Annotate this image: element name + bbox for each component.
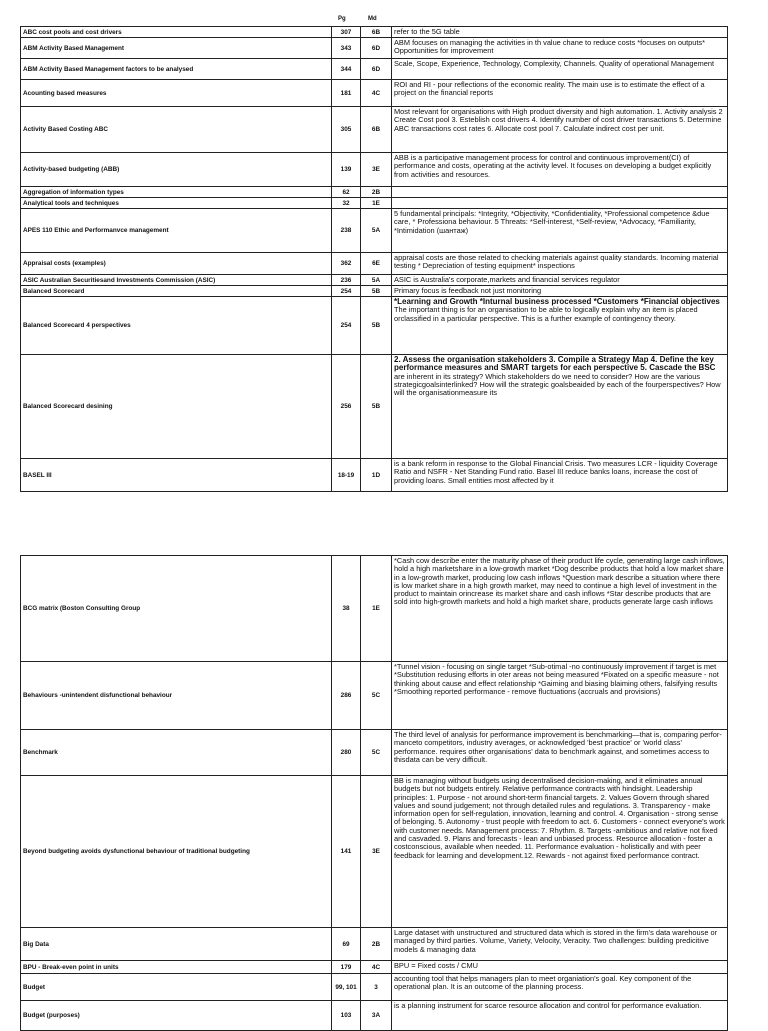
description-text: ASIC is Australia's corporate,markets and financial services regulator xyxy=(394,275,620,284)
module-cell: 5B xyxy=(361,297,392,355)
table-row xyxy=(21,1001,728,1031)
table-row xyxy=(21,297,728,355)
table-row xyxy=(21,928,728,961)
table-row xyxy=(21,153,728,187)
description-cell xyxy=(392,253,728,275)
term-cell: ABM Activity Based Management factors to be analysed xyxy=(21,59,332,80)
module-cell: 6D xyxy=(361,38,392,59)
term-cell: Activity-based budgeting (ABB) xyxy=(21,153,332,187)
module-cell: 6B xyxy=(361,27,392,38)
description-cell xyxy=(392,974,728,1001)
term-cell: Acounting based measures xyxy=(21,80,332,107)
term-cell: Budget (purposes) xyxy=(21,1001,332,1031)
module-cell: 5C xyxy=(361,662,392,730)
description-text: appraisal costs are those related to checking materials against quality standards. Incoming material testing * Depreciation of testing equipment* inspections xyxy=(394,253,719,271)
description-text: Primary focus is feedback not just monitoring xyxy=(394,286,542,295)
page-cell: 103 xyxy=(332,1001,361,1031)
module-cell: 2B xyxy=(361,187,392,198)
table-row xyxy=(21,556,728,662)
description-cell xyxy=(392,107,728,153)
module-cell: 4C xyxy=(361,80,392,107)
description-cell xyxy=(392,297,728,355)
module-cell: 5A xyxy=(361,209,392,253)
description-cell xyxy=(392,286,728,297)
table-row xyxy=(21,80,728,107)
term-cell: Behaviours -unintendent disfunctional behaviour xyxy=(21,662,332,730)
page-cell: 256 xyxy=(332,355,361,459)
description-cell xyxy=(392,153,728,187)
description-text: The important thing is for an organisation to be able to logically explain why an item is placed orclassified in a particular perspective. This is a further example of contingency theory. xyxy=(394,305,698,323)
description-cell xyxy=(392,556,728,662)
term-cell: Beyond budgeting avoids dysfunctional behaviour of traditional budgeting xyxy=(21,776,332,928)
description-text: BPU = Fixed costs / CMU xyxy=(394,961,478,970)
module-cell: 3E xyxy=(361,153,392,187)
table-row xyxy=(21,776,728,928)
term-cell: ABC cost pools and cost drivers xyxy=(21,27,332,38)
module-cell: 5C xyxy=(361,730,392,776)
description-text: ABM focuses on managing the activities in th value chane to reduce costs *focuses on outputs* Opportunities for improvement xyxy=(394,38,705,56)
table-row xyxy=(21,662,728,730)
term-cell: Aggregation of information types xyxy=(21,187,332,198)
table-row xyxy=(21,107,728,153)
description-cell xyxy=(392,198,728,209)
description-cell xyxy=(392,80,728,107)
page-cell: 362 xyxy=(332,253,361,275)
description-text: are inherent in its strategy? Which stakeholders do we need to consider? How are the various strategicgoalsinterlinked? How will the strategic goalsbeaided by each of the fourperspectives? How will the organisationmeasure its xyxy=(394,371,721,398)
page-cell: 286 xyxy=(332,662,361,730)
description-text: Large dataset with unstructured and structured data which is stored in the firm's data warehouse or managed by third parties. Volume, Variety, Velocity, Veracity. Two challenges: building predicitive models & managing data xyxy=(394,928,718,954)
module-cell: 5A xyxy=(361,275,392,286)
description-cell xyxy=(392,275,728,286)
module-cell: 2B xyxy=(361,928,392,961)
page-cell: 38 xyxy=(332,556,361,662)
description-text: *Cash cow describe enter the maturity phase of their product life cycle, generating large cash inflows, hold a high marketshare in a low-growth market *Dog describe products that hold a low market share in a low-growth market, producing low cash inflows *Question mark describe a situation where there is low market share in a high growth market, may need to continue a high level of investment in the product to maintain orincrease its market share and cash inflows *Star describe products that are sold into high-growth markets and hold a high market share, products generate large cash inflows xyxy=(394,556,725,607)
description-cell xyxy=(392,662,728,730)
description-text: is a bank reform in response to the Global Financial Crisis. Two measures LCR - liquidity Coverage Ratio and NSFR - Net Standing Fund ratio. Basel III reduce banks loans, increase the cost of providing loans. Small entities most affected by it xyxy=(394,459,718,485)
page-cell: 344 xyxy=(332,59,361,80)
description-text: Scale, Scope, Experience, Technology, Complexity, Channels. Quality of operational Management xyxy=(394,59,715,68)
term-cell: Appraisal costs (examples) xyxy=(21,253,332,275)
description-bold: *Learning and Growth *Inturnal business processed *Customers *Financial objectives xyxy=(394,297,720,306)
page-cell: 280 xyxy=(332,730,361,776)
term-cell: BASEL III xyxy=(21,459,332,492)
module-cell: 1E xyxy=(361,556,392,662)
description-cell xyxy=(392,730,728,776)
description-text: refer to the 5G table xyxy=(394,27,460,36)
table-row xyxy=(21,27,728,38)
page-cell: 305 xyxy=(332,107,361,153)
description-text: *Tunnel vision - focusing on single target *Sub-otimal -no continuously improvement if target is met *Substitution redusing efforts in oter areas not being measured *Fixated on a specific measure - not thinking about cause and effect relationship *Gaiming and biasing blaiming others, falsifying results *Smoothing reported performance - remove fluctuations (accruals and provisions) xyxy=(394,662,719,696)
description-cell xyxy=(392,187,728,198)
page-cell: 181 xyxy=(332,80,361,107)
description-cell xyxy=(392,961,728,974)
module-cell: 5B xyxy=(361,355,392,459)
table-row xyxy=(21,198,728,209)
description-cell xyxy=(392,27,728,38)
page-cell: 18-19 xyxy=(332,459,361,492)
term-cell: Activity Based Costing ABC xyxy=(21,107,332,153)
page-cell: 141 xyxy=(332,776,361,928)
description-text: ROI and RI - pour reflections of the economic reality. The main use is to estimate the effect of a project on the financial reports xyxy=(394,80,705,98)
description-cell xyxy=(392,38,728,59)
description-text: accounting tool that helps managers plan to meet organiation's goal. Key component of the operational plan. It is an outcome of the planning process. xyxy=(394,974,692,992)
module-cell: 1E xyxy=(361,198,392,209)
term-cell: ASIC Australian Securitiesand Investments Commission (ASIC) xyxy=(21,275,332,286)
term-cell: Balanced Scorecard 4 perspectives xyxy=(21,297,332,355)
description-cell xyxy=(392,459,728,492)
description-text: ABB is a participative management process for control and continuous improvement(CI) of performance and costs, operating at the activity level. It focuses on developing a budget explicitly from activities and resources. xyxy=(394,153,712,179)
term-cell: Benchmark xyxy=(21,730,332,776)
description-bold: 2. Assess the organisation stakeholders 3. Compile a Strategy Map 4. Define the key performance measures and SMART targets for each perspective 5. Cascade the BSC xyxy=(394,355,716,373)
table-row xyxy=(21,355,728,459)
module-cell: 3E xyxy=(361,776,392,928)
description-cell xyxy=(392,776,728,928)
table-row xyxy=(21,59,728,80)
description-cell xyxy=(392,355,728,459)
term-cell: APES 110 Ethic and Performanvce management xyxy=(21,209,332,253)
table-row xyxy=(21,730,728,776)
module-cell: 4C xyxy=(361,961,392,974)
description-text: The third level of analysis for performance improvement is benchmarking—that is, comparing perfor-manceto competitors, industry averages, or acknowledged 'best practice' or 'world class' performance. requires other organisations' data to benchmark against, and sometimes access to thisdata can be very difficult. xyxy=(394,730,722,764)
page-cell: 139 xyxy=(332,153,361,187)
module-cell: 6E xyxy=(361,253,392,275)
description-cell xyxy=(392,209,728,253)
table-row xyxy=(21,209,728,253)
term-cell: Balanced Scorecard desining xyxy=(21,355,332,459)
term-cell: Analytical tools and techniques xyxy=(21,198,332,209)
term-cell: Balanced Scorecard xyxy=(21,286,332,297)
description-text: is a planning instrument for scarce resource allocation and control for performance evaluation. xyxy=(394,1001,702,1010)
page-cell: 307 xyxy=(332,27,361,38)
term-cell: BCG matrix (Boston Consulting Group xyxy=(21,556,332,662)
description-cell xyxy=(392,928,728,961)
table-row xyxy=(21,974,728,1001)
term-cell: ABM Activity Based Management xyxy=(21,38,332,59)
module-cell: 3 xyxy=(361,974,392,1001)
glossary-table-top xyxy=(20,26,728,492)
page-cell: 236 xyxy=(332,275,361,286)
page-cell: 32 xyxy=(332,198,361,209)
page-cell: 238 xyxy=(332,209,361,253)
page-cell: 179 xyxy=(332,961,361,974)
column-header-pg: Pg xyxy=(338,16,346,22)
page-cell: 343 xyxy=(332,38,361,59)
table-row xyxy=(21,187,728,198)
page-cell: 254 xyxy=(332,297,361,355)
table-row xyxy=(21,275,728,286)
page-cell: 69 xyxy=(332,928,361,961)
description-text: 5 fundamental principals: *Integrity, *Objectivity, *Confidentiality, *Professional competence &due care, * Professiona behaviour. 5 Threats: *Self-interest, *Self-review, *Advocacy, *Familiarity, *Intimidation (шантаж) xyxy=(394,209,710,235)
description-text: BB is managing without budgets using decentralised decision-making, and it eliminates annual budgets but not budgets entirely. Relative performance contracts with hindsight. Leadership principles: 1. Purpose - not around short-term financial targets. 2. Values Govern through shared values and sound judgement; not through detailed rules and regulations. 3. Transparency - make information open for self-regulation, innovation, learning and control. 4. Organisation - strong sense of belonging. 5. Autonomy - trust people with freedom to act. 6. Customers - connect everyone's work with customer needs. Management process: 7. Rhythm. 8. Targets -ambitious and relative not fixed and casvaded. 9. Plans and forecasts - lean and unbiased process. Resource allocation - foster a costconscious, available when needed. 11. Performance evaluation - holistically and with peer feedback for learning and development.12. Rewards - not against fixed performance contract. xyxy=(394,776,725,860)
description-text: Most relevant for organisations with High product diversity and high automation. 1. Activity analysis 2 Create Cost pool 3. Esteblish cost drivers 4. Identify number of cost driver transactions 5. Determine ABC transactions cost rates 6. Allocate cost pool 7. Calculate indirect cost per unit. xyxy=(394,107,723,133)
column-header-md: Md xyxy=(368,16,377,22)
module-cell: 6B xyxy=(361,107,392,153)
term-cell: Big Data xyxy=(21,928,332,961)
table-row xyxy=(21,459,728,492)
table-row xyxy=(21,961,728,974)
description-cell xyxy=(392,59,728,80)
page-cell: 254 xyxy=(332,286,361,297)
term-cell: Budget xyxy=(21,974,332,1001)
table-row xyxy=(21,253,728,275)
module-cell: 3A xyxy=(361,1001,392,1031)
term-cell: BPU - Break-even point in units xyxy=(21,961,332,974)
module-cell: 5B xyxy=(361,286,392,297)
table-row xyxy=(21,38,728,59)
module-cell: 1D xyxy=(361,459,392,492)
description-cell xyxy=(392,1001,728,1031)
glossary-table-bottom xyxy=(20,555,728,1031)
module-cell: 6D xyxy=(361,59,392,80)
page-cell: 99, 101 xyxy=(332,974,361,1001)
table-row xyxy=(21,286,728,297)
page-cell: 62 xyxy=(332,187,361,198)
